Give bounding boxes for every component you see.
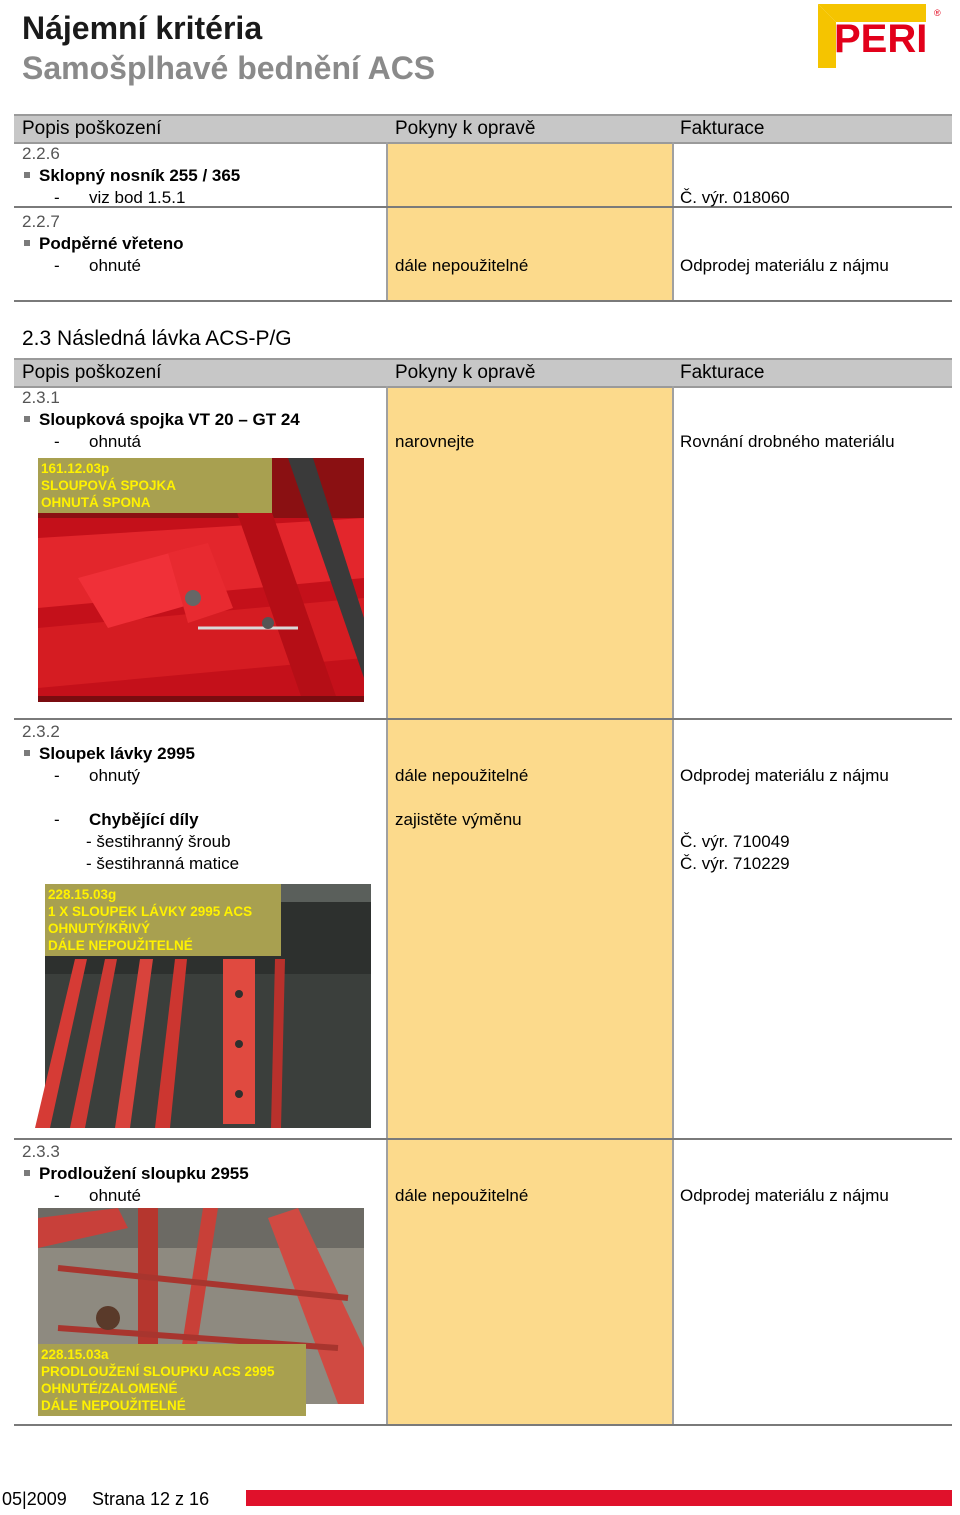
missing-part-item: - šestihranná matice bbox=[86, 854, 240, 873]
item-detail: ohnuté bbox=[89, 1186, 141, 1205]
photo-caption: 228.15.03a PRODLOUŽENÍ SLOUPKU ACS 2995 OHNUTÉ/ZALOMENÉ DÁLE NEPOUŽITELNÉ bbox=[38, 1344, 306, 1416]
photo-caption: 161.12.03p SLOUPOVÁ SPOJKA OHNUTÁ SPONA bbox=[38, 458, 272, 513]
item-instructions: dále nepoužitelné bbox=[395, 766, 529, 785]
missing-parts-title: Chybějící díly bbox=[89, 810, 199, 829]
item-detail: ohnutý bbox=[89, 766, 141, 785]
footer-page: Strana 12 z 16 bbox=[92, 1489, 210, 1509]
item-detail: ohnutá bbox=[89, 432, 141, 451]
header-description: Popis poškození bbox=[22, 362, 162, 383]
instructions-column bbox=[388, 386, 672, 1424]
missing-part-billing: Č. výr. 710049 bbox=[680, 832, 790, 851]
instructions-column bbox=[388, 142, 672, 300]
item-instructions: dále nepoužitelné bbox=[395, 256, 529, 275]
bullet-icon bbox=[24, 172, 30, 178]
page-title: Nájemní kritéria bbox=[22, 10, 263, 46]
svg-text:®: ® bbox=[934, 8, 941, 18]
header-instructions: Pokyny k opravě bbox=[395, 362, 536, 383]
item-number: 2.3.3 bbox=[22, 1142, 60, 1161]
page-subtitle: Samošplhavé bednění ACS bbox=[22, 50, 436, 86]
photo-caption: 228.15.03g 1 X SLOUPEK LÁVKY 2995 ACS OHNUTÝ/KŘIVÝ DÁLE NEPOUŽITELNÉ bbox=[45, 884, 281, 956]
missing-parts-instructions: zajistěte výměnu bbox=[395, 810, 522, 829]
item-detail: ohnuté bbox=[89, 256, 141, 275]
dash-icon: - bbox=[54, 188, 60, 207]
footer-bar bbox=[246, 1490, 952, 1506]
item-billing: Odprodej materiálu z nájmu bbox=[680, 256, 889, 275]
dash-icon: - bbox=[54, 1186, 60, 1205]
item-number: 2.2.7 bbox=[22, 212, 60, 231]
bullet-icon bbox=[24, 416, 30, 422]
item-number: 2.3.1 bbox=[22, 388, 60, 407]
item-detail: viz bod 1.5.1 bbox=[89, 188, 186, 207]
item-billing: Odprodej materiálu z nájmu bbox=[680, 766, 889, 785]
bullet-icon bbox=[24, 1170, 30, 1176]
bullet-icon bbox=[24, 240, 30, 246]
header-billing: Fakturace bbox=[680, 362, 765, 383]
item-title: Sklopný nosník 255 / 365 bbox=[39, 166, 241, 185]
table-header bbox=[14, 114, 952, 144]
item-instructions: narovnejte bbox=[395, 432, 475, 451]
photo-column-coupler bbox=[38, 458, 364, 702]
item-billing: Rovnání drobného materiálu bbox=[680, 432, 895, 451]
item-number: 2.3.2 bbox=[22, 722, 60, 741]
item-title: Sloupek lávky 2995 bbox=[39, 744, 195, 763]
footer-date: 05|2009 bbox=[2, 1489, 67, 1509]
item-title: Sloupková spojka VT 20 – GT 24 bbox=[39, 410, 300, 429]
header-billing: Fakturace bbox=[680, 118, 765, 139]
photo-walkway-post bbox=[45, 884, 371, 1128]
dash-icon: - bbox=[54, 432, 60, 451]
item-instructions: dále nepoužitelné bbox=[395, 1186, 529, 1205]
item-billing: Odprodej materiálu z nájmu bbox=[680, 1186, 889, 1205]
peri-logo bbox=[816, 2, 944, 70]
section-title: 2.3 Následná lávka ACS-P/G bbox=[22, 327, 292, 350]
table-header bbox=[14, 358, 952, 388]
item-number: 2.2.6 bbox=[22, 144, 60, 163]
dash-icon: - bbox=[54, 810, 60, 829]
header-description: Popis poškození bbox=[22, 118, 162, 139]
table-1 bbox=[14, 114, 952, 304]
item-billing: Č. výr. 018060 bbox=[680, 188, 790, 207]
dash-icon: - bbox=[54, 766, 60, 785]
missing-part-billing: Č. výr. 710229 bbox=[680, 854, 790, 873]
header-instructions: Pokyny k opravě bbox=[395, 118, 536, 139]
missing-part-item: - šestihranný šroub bbox=[86, 832, 231, 851]
table-2 bbox=[14, 358, 952, 1430]
item-title: Podpěrné vřeteno bbox=[39, 234, 184, 253]
photo-post-extension bbox=[38, 1208, 364, 1413]
item-title: Prodloužení sloupku 2955 bbox=[39, 1164, 249, 1183]
bullet-icon bbox=[24, 750, 30, 756]
logo-text: PERI bbox=[834, 17, 928, 61]
dash-icon: - bbox=[54, 256, 60, 275]
